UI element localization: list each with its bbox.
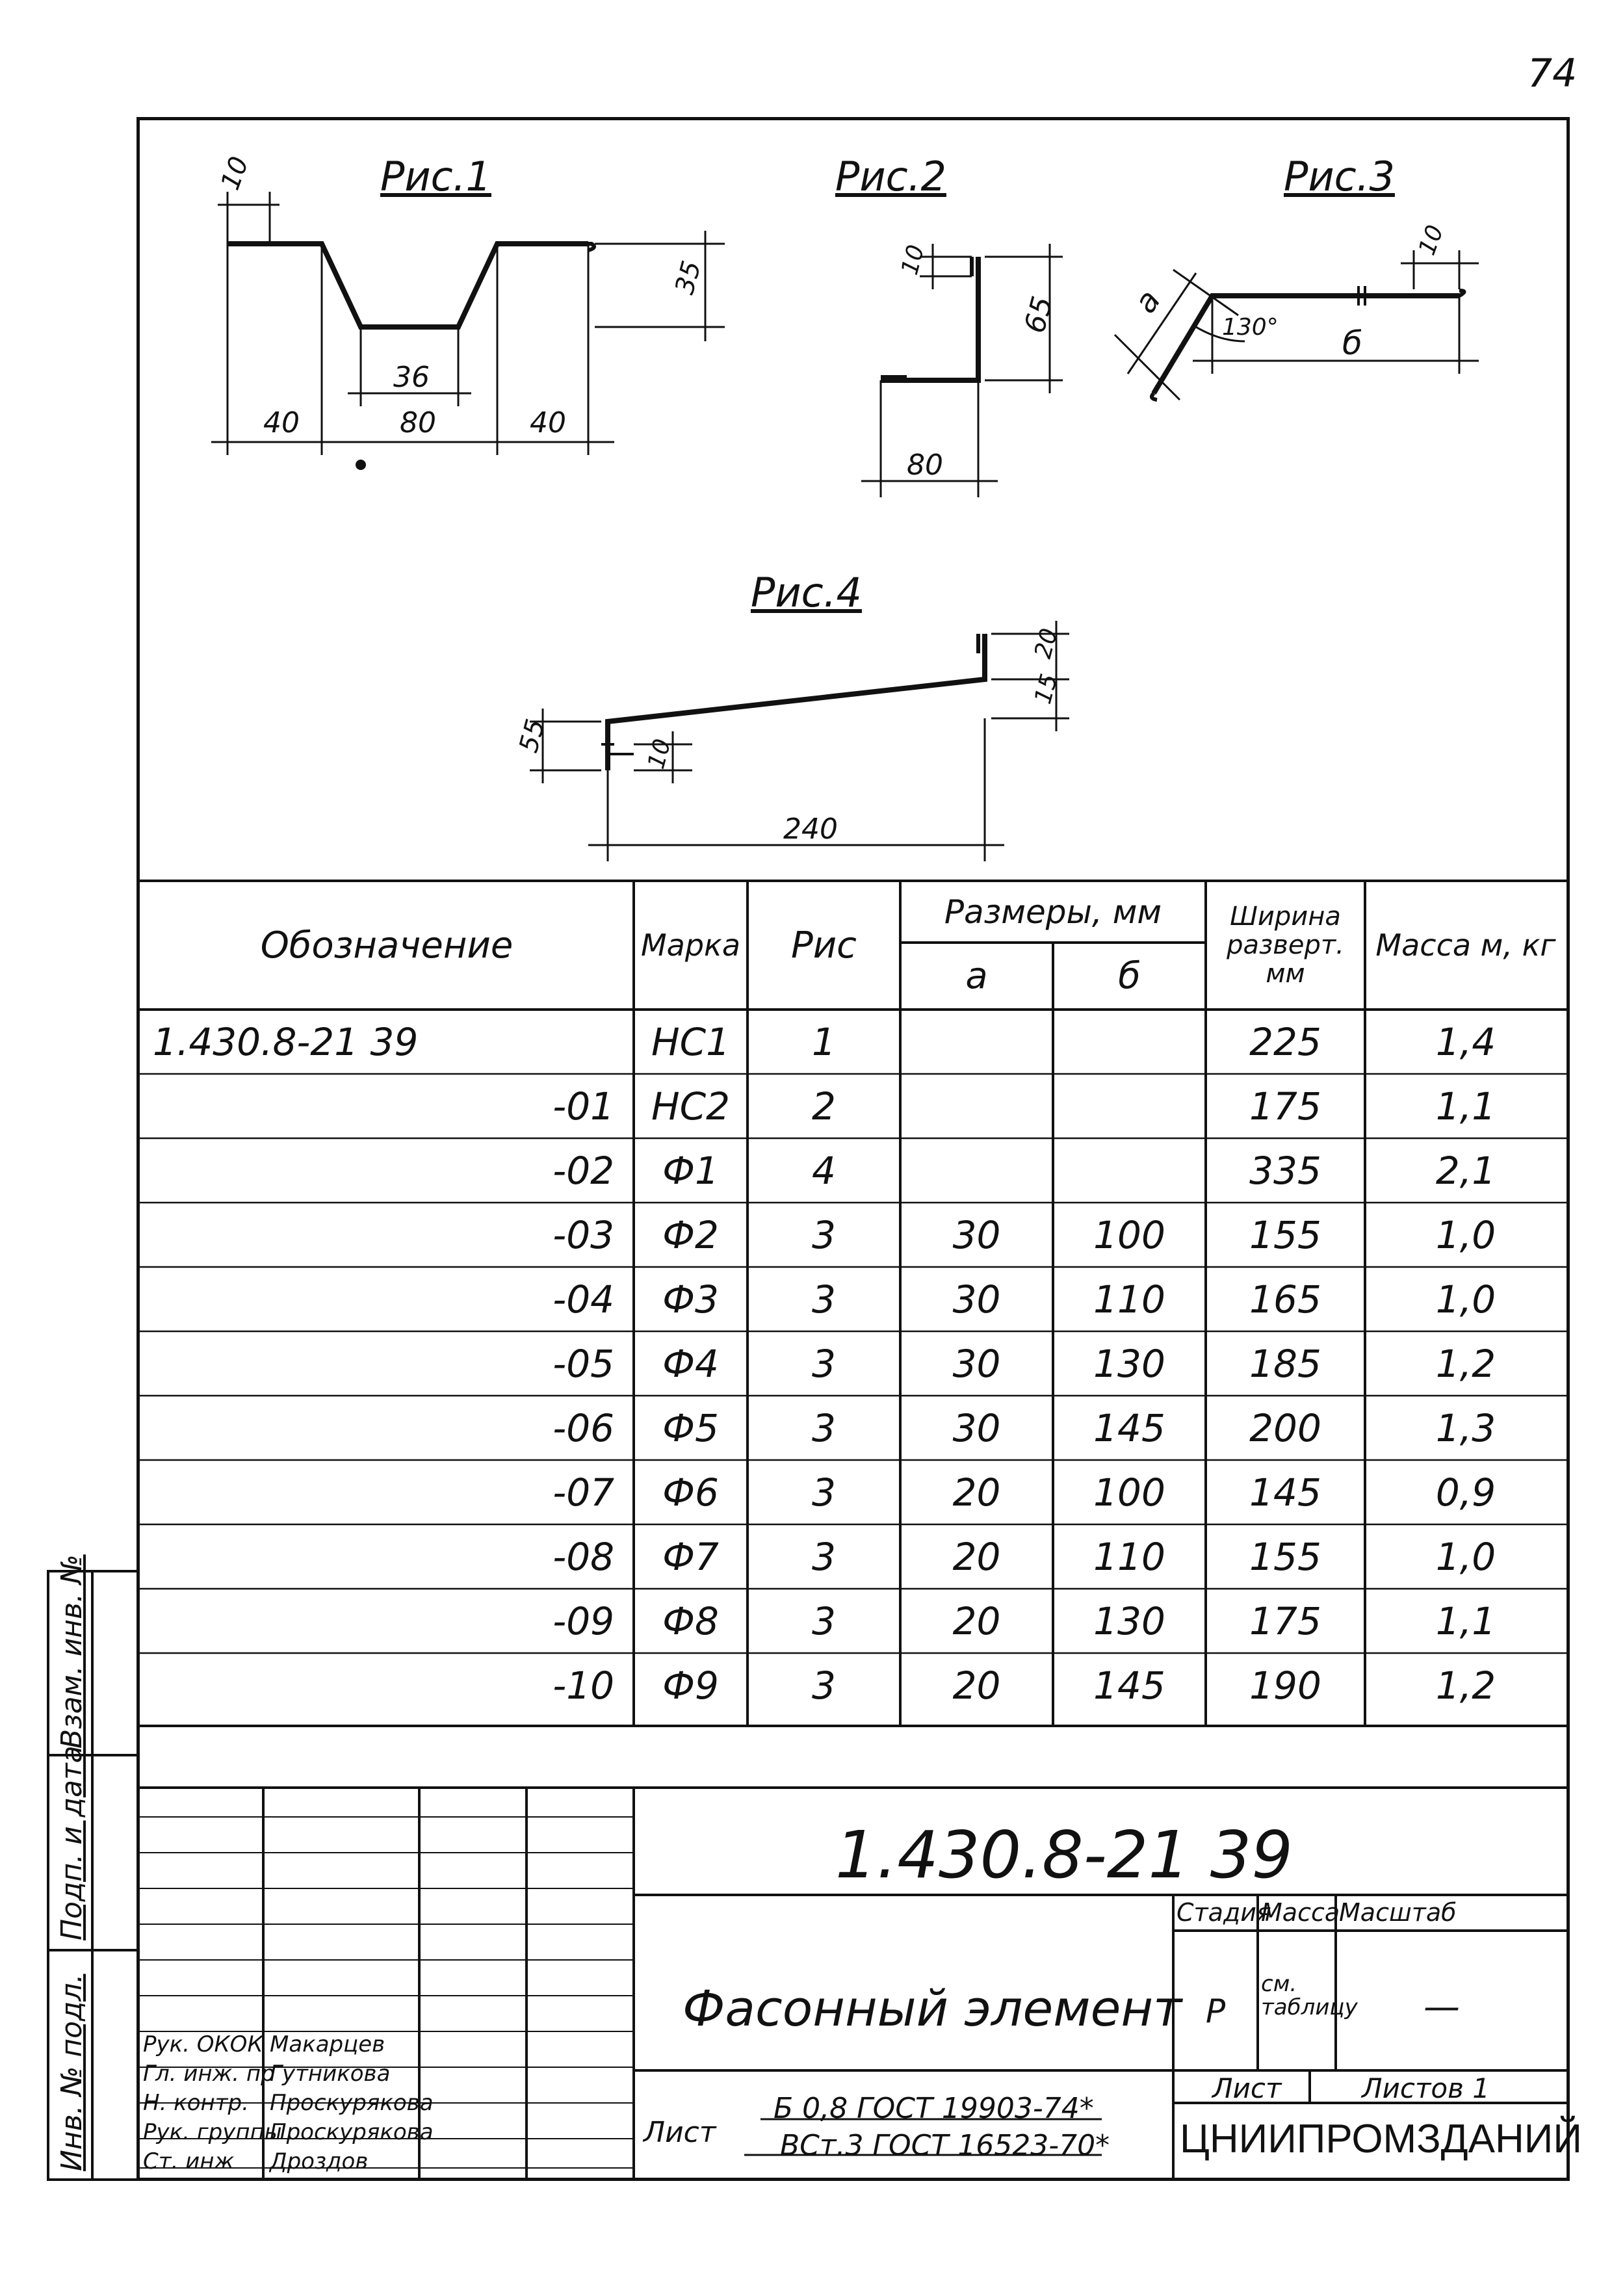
cell-width: 175 — [1249, 1084, 1321, 1128]
cell-designation: -04 — [552, 1277, 614, 1322]
person-role: Рук. ОКОК — [143, 2031, 263, 2057]
cell-mass: 1,1 — [1435, 1084, 1496, 1128]
cell-designation: -03 — [552, 1212, 614, 1257]
doc-title: Фасонный элемент — [682, 1979, 1182, 2037]
header-mass: Масса м, кг — [1375, 927, 1556, 963]
stage-value: Р — [1206, 1992, 1226, 2030]
cell-mass: 1,3 — [1435, 1405, 1496, 1450]
material-prefix: Лист — [644, 2116, 716, 2149]
fig3-dim-1: 130° — [1222, 314, 1279, 341]
cell-width: 190 — [1249, 1663, 1321, 1708]
fig1-dim-5: 40 — [530, 406, 566, 439]
scale-label: Масштаб — [1339, 1898, 1457, 1927]
header-width: Ширина разверт. мм — [1227, 902, 1344, 989]
header-mark: Марка — [640, 928, 741, 963]
header-fig: Рис — [791, 924, 857, 967]
cell-designation: -01 — [552, 1084, 614, 1128]
side-vzam-inv: Взам. инв. № — [55, 1554, 88, 1749]
cell-b: 145 — [1093, 1663, 1165, 1708]
cell-designation: -08 — [552, 1534, 614, 1579]
fig4-dim-4: 240 — [783, 813, 838, 846]
cell-mark: НС2 — [651, 1084, 730, 1128]
cell-designation: -09 — [552, 1598, 614, 1643]
person-name: Гутникова — [270, 2061, 391, 2087]
cell-b: 130 — [1093, 1598, 1165, 1643]
side-inv-podl: Инв. № подл. — [55, 1974, 88, 2171]
cell-b — [1053, 1010, 1206, 1074]
fig2-title: Рис.2 — [835, 153, 946, 200]
cell-b: 100 — [1093, 1470, 1165, 1515]
cell-designation: -10 — [552, 1663, 614, 1708]
cell-a: 30 — [952, 1341, 1001, 1386]
fig1-profile — [228, 244, 588, 327]
sheets-label: Листов 1 — [1362, 2072, 1490, 2104]
header-sizes: Размеры, мм — [944, 893, 1162, 931]
fig1-dim-1: 35 — [670, 257, 707, 298]
cell-width: 165 — [1249, 1277, 1321, 1322]
page-number: 74 — [1528, 51, 1578, 96]
fig4-dim-3: 10 — [643, 736, 677, 772]
figures-svg — [140, 120, 1566, 846]
cell-fig: 3 — [812, 1405, 836, 1450]
person-role: Рук. группы — [143, 2119, 282, 2145]
fig3-dim-0: a — [1126, 283, 1168, 320]
fig4-dim-2: 55 — [514, 716, 551, 756]
side-podp-data: Подп. и дата — [55, 1745, 88, 1940]
fig1-dim-2: 36 — [393, 361, 430, 394]
fig3-dim-2: б — [1342, 324, 1362, 362]
cell-a — [900, 1074, 1053, 1138]
cell-mass: 1,0 — [1435, 1277, 1496, 1322]
cell-b — [1053, 1138, 1206, 1203]
person-name: Макарцев — [270, 2031, 385, 2057]
cell-b: 100 — [1093, 1212, 1165, 1257]
cell-a — [900, 1138, 1053, 1203]
cell-a: 20 — [952, 1534, 1001, 1579]
cell-a: 20 — [952, 1598, 1001, 1643]
cell-mass: 0,9 — [1435, 1470, 1496, 1515]
fig1-dim-0: 10 — [215, 152, 255, 194]
fig4-dim-1: 15 — [1030, 671, 1063, 707]
cell-mass: 1,2 — [1435, 1341, 1496, 1386]
cell-b: 145 — [1093, 1405, 1165, 1450]
cell-mark: Ф8 — [662, 1598, 719, 1643]
cell-mark: Ф3 — [662, 1277, 719, 1322]
cell-fig: 3 — [812, 1341, 836, 1386]
cell-fig: 1 — [812, 1019, 836, 1064]
organization: ЦНИИПРОМЗДАНИЙ — [1180, 2117, 1582, 2161]
fig2-dim-0: 10 — [896, 242, 930, 278]
cell-mass: 1,4 — [1435, 1019, 1496, 1064]
cell-a: 30 — [952, 1405, 1001, 1450]
cell-a: 30 — [952, 1277, 1001, 1322]
cell-fig: 3 — [812, 1212, 836, 1257]
cell-b — [1053, 1074, 1206, 1138]
cell-fig: 3 — [812, 1277, 836, 1322]
fig2-dim-1: 65 — [1018, 293, 1060, 337]
cell-mark: Ф5 — [662, 1405, 719, 1450]
cell-mass: 1,1 — [1435, 1598, 1496, 1643]
cell-designation: -05 — [552, 1341, 614, 1386]
cell-designation: -02 — [552, 1148, 614, 1193]
cell-fig: 4 — [812, 1148, 836, 1193]
person-name: Проскурякова — [270, 2090, 434, 2116]
cell-b: 110 — [1093, 1534, 1165, 1579]
cell-mass: 1,2 — [1435, 1663, 1496, 1708]
person-name: Проскурякова — [270, 2119, 434, 2145]
cell-a: 20 — [952, 1663, 1001, 1708]
cell-width: 175 — [1249, 1598, 1321, 1643]
cell-fig: 3 — [812, 1534, 836, 1579]
cell-mark: Ф2 — [662, 1212, 719, 1257]
drawing-frame — [136, 117, 1582, 2181]
material-line2: ВСт.3 ГОСТ 16523-70* — [780, 2129, 1110, 2162]
cell-fig: 2 — [812, 1084, 836, 1128]
person-role: Н. контр. — [143, 2090, 249, 2116]
mass-value: см. таблицу — [1261, 1971, 1358, 2020]
cell-fig: 3 — [812, 1598, 836, 1643]
cell-designation: -07 — [552, 1470, 614, 1515]
fig1-dim-4: 80 — [400, 406, 436, 439]
header-designation: Обозначение — [260, 924, 514, 967]
cell-mass: 1,0 — [1435, 1212, 1496, 1257]
fig3-title: Рис.3 — [1284, 153, 1395, 200]
header-a: а — [965, 955, 988, 997]
sheet-label: Лист — [1212, 2072, 1282, 2104]
cell-width: 155 — [1249, 1534, 1321, 1579]
cell-mass: 1,0 — [1435, 1534, 1496, 1579]
fig3-dim-3: 10 — [1413, 222, 1450, 259]
fig1-title: Рис.1 — [380, 153, 491, 200]
cell-designation: -06 — [552, 1405, 614, 1450]
cell-width: 185 — [1249, 1341, 1321, 1386]
fig4-dim-0: 20 — [1030, 625, 1063, 662]
cell-width: 200 — [1249, 1405, 1321, 1450]
cell-mark: Ф7 — [662, 1534, 719, 1579]
cell-mark: НС1 — [651, 1019, 730, 1064]
person-name: Дроздов — [270, 2148, 369, 2174]
cell-a: 20 — [952, 1470, 1001, 1515]
fig2-dim-2: 80 — [907, 449, 943, 482]
material-line1: Б 0,8 ГОСТ 19903-74* — [774, 2092, 1094, 2125]
person-role: Ст. инж — [143, 2148, 235, 2174]
cell-mark: Ф9 — [662, 1663, 719, 1708]
mass-label: Масса — [1261, 1898, 1340, 1927]
dot-mark — [356, 460, 366, 470]
cell-fig: 3 — [812, 1470, 836, 1515]
cell-mark: Ф4 — [662, 1341, 719, 1386]
cell-a: 30 — [952, 1212, 1001, 1257]
header-b: б — [1118, 955, 1141, 997]
cell-b: 130 — [1093, 1341, 1165, 1386]
cell-mark: Ф1 — [662, 1148, 719, 1193]
cell-designation: 1.430.8-21 39 — [153, 1019, 419, 1064]
cell-a — [900, 1010, 1053, 1074]
fig3-profile — [1154, 296, 1362, 393]
scale-value: — — [1424, 1986, 1460, 2028]
person-role: Гл. инж. пр — [143, 2061, 275, 2087]
cell-width: 145 — [1249, 1470, 1321, 1515]
cell-fig: 3 — [812, 1663, 836, 1708]
cell-width: 335 — [1249, 1148, 1321, 1193]
cell-b: 110 — [1093, 1277, 1165, 1322]
cell-mass: 2,1 — [1435, 1148, 1496, 1193]
fig1-dim-3: 40 — [263, 406, 300, 439]
doc-code: 1.430.8-21 39 — [835, 1817, 1294, 1893]
cell-mark: Ф6 — [662, 1470, 719, 1515]
stage-label: Стадия — [1176, 1898, 1271, 1927]
fig4-title: Рис.4 — [751, 569, 862, 616]
cell-width: 155 — [1249, 1212, 1321, 1257]
cell-width: 225 — [1249, 1019, 1321, 1064]
